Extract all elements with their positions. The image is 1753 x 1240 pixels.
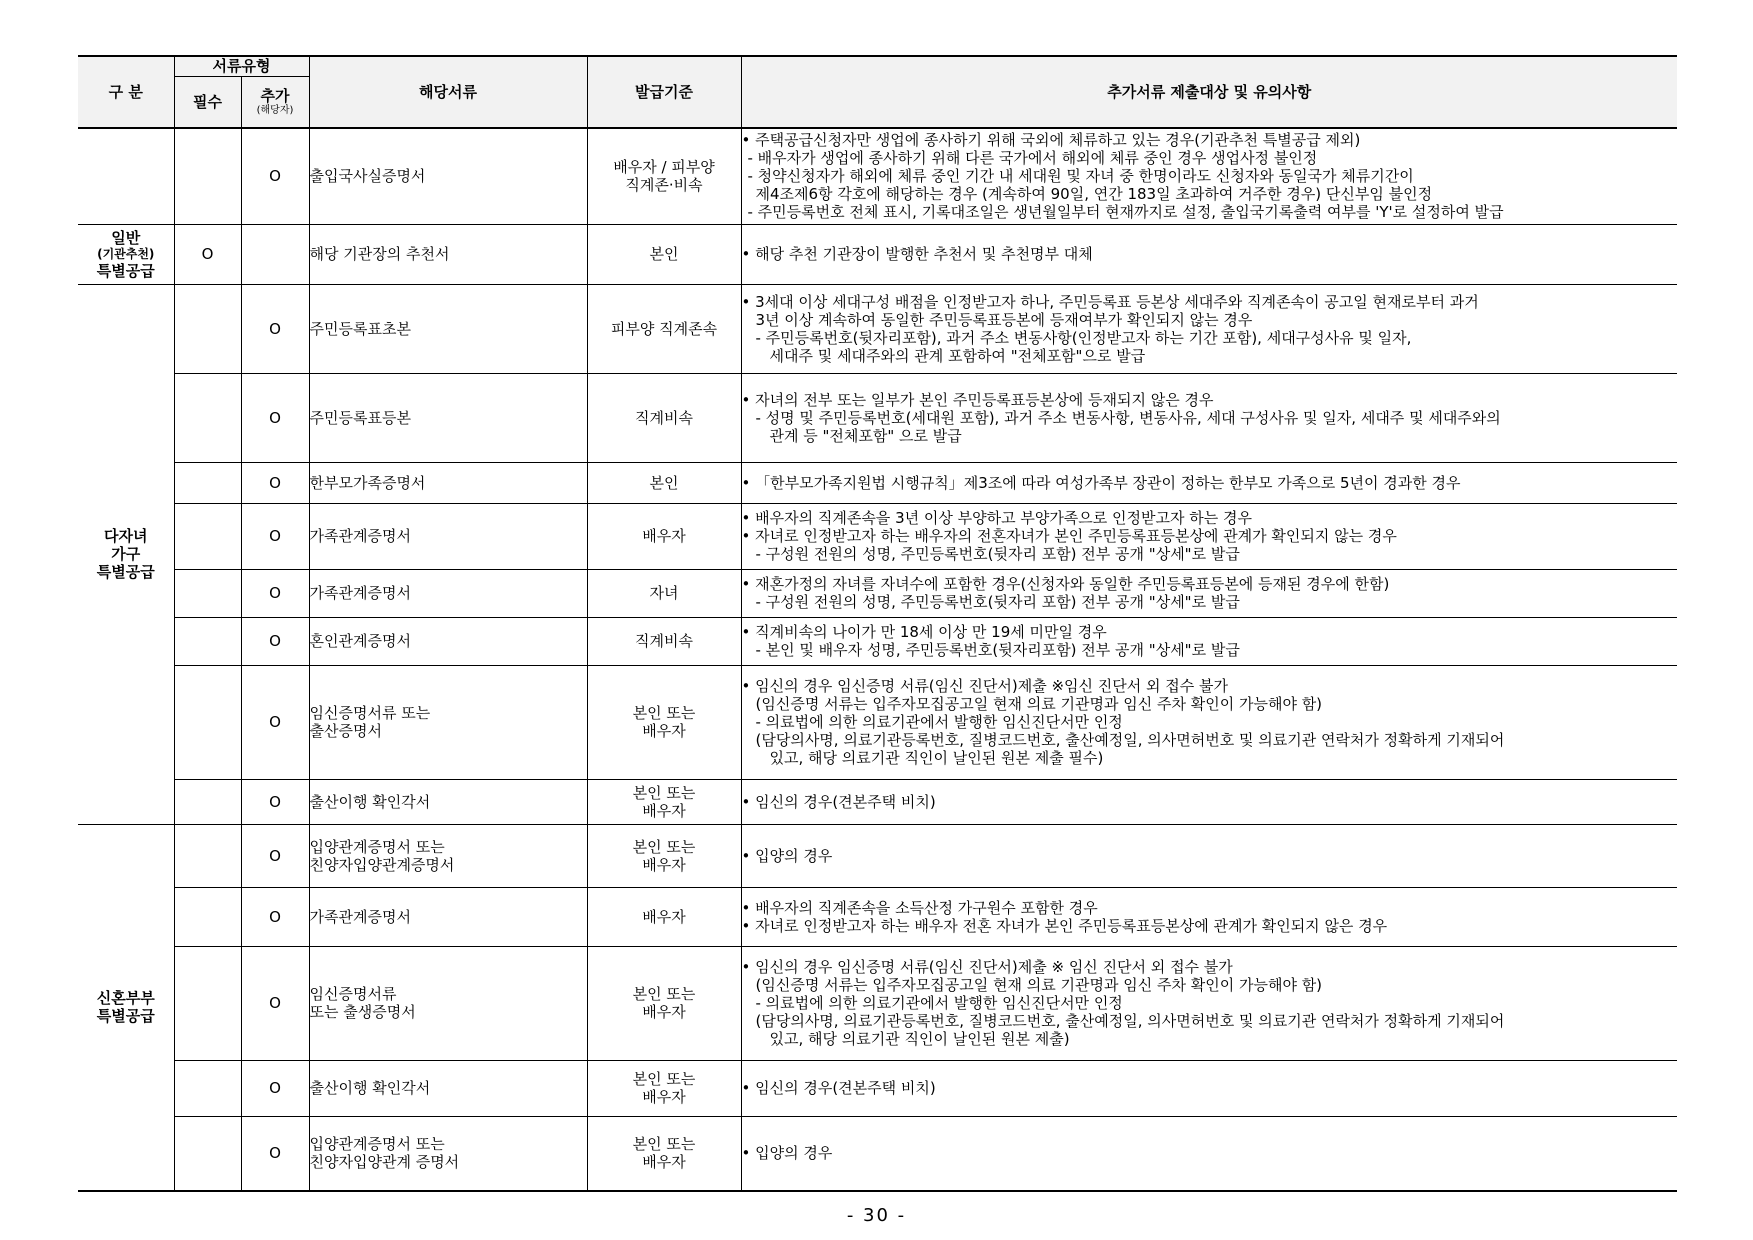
notes-cell (741, 617, 1677, 665)
note-line: • 재혼가정의 자녀를 자녀수에 포함한 경우(신청자와 동일한 주민등록표등본에 등재된 경우에 한함) (741, 575, 1390, 593)
required-mark (174, 462, 241, 503)
document-name (309, 503, 587, 569)
category-newlywed (78, 824, 174, 1191)
issue-basis (587, 779, 741, 824)
issue-basis-line: 본인 (649, 245, 679, 263)
note-line: • 해당 추천 기관장이 발행한 추천서 및 추천명부 대체 (741, 245, 1093, 263)
required-mark (174, 665, 241, 779)
notes-cell (741, 284, 1677, 373)
required-mark (174, 779, 241, 824)
issue-basis-line: 본인 또는 (632, 837, 696, 856)
additional-mark: O (241, 569, 309, 617)
note-line: 관계 등 "전체포함" 으로 발급 (769, 426, 962, 445)
note-line: - 주민등록번호(뒷자리포함), 과거 주소 변동사항(인정받고자 하는 기간 포함), 세대구성사유 및 일자, (755, 328, 1412, 347)
header-category: 구 분 (78, 56, 174, 128)
document-name-line: 임신증명서류 또는 (309, 704, 431, 722)
additional-mark: O (241, 462, 309, 503)
document-name-line: 친양자입양관계 증명서 (309, 1153, 460, 1172)
issue-basis (587, 887, 741, 946)
note-line: 제4조제6항 각호에 해당하는 경우 (계속하여 90일, 연간 183일 초과하여 거주한 경우) 단신부임 불인정 (755, 185, 1433, 204)
header-issue-basis: 발급기준 (587, 56, 741, 128)
note-line: - 본인 및 배우자 성명, 주민등록번호(뒷자리포함) 전부 공개 "상세"로 발급 (755, 641, 1240, 659)
document-name (309, 569, 587, 617)
note-line: - 주민등록번호 전체 표시, 기록대조일은 생년월일부터 현재까지로 설정, 출입국기록출력 여부를 'Y'로 설정하여 발급 (747, 203, 1504, 222)
issue-basis (587, 946, 741, 1060)
header-additional (241, 76, 309, 128)
additional-mark: O (241, 1060, 309, 1116)
issue-basis-line: 본인 또는 (632, 1135, 696, 1154)
required-mark: O (174, 224, 241, 284)
note-line: • 배우자의 직계존속을 소득산정 가구원수 포함한 경우 (741, 898, 1098, 917)
issue-basis-line: 직계비속 (635, 408, 693, 427)
note-line: (임신증명 서류는 입주자모집공고일 현재 의료 기관명과 임신 주차 확인이 가능해야 함) (755, 976, 1323, 994)
note-line: - 성명 및 주민등록번호(세대원 포함), 과거 주소 변동사항, 변동사유, 세대 구성사유 및 일자, 세대주 및 세대주와의 (755, 408, 1501, 427)
additional-mark: O (241, 665, 309, 779)
category-line: 가구 (111, 545, 141, 563)
document-name-line: 또는 출생증명서 (309, 1003, 416, 1021)
required-mark (174, 1116, 241, 1191)
note-line: • 자녀로 인정받고자 하는 배우자의 전혼자녀가 본인 주민등록표등본상에 관계가 확인되지 않는 경우 (741, 527, 1397, 545)
category-line: 특별공급 (96, 1007, 155, 1026)
required-mark (174, 824, 241, 887)
note-line: • 「한부모가족지원법 시행규칙」제3조에 따라 여성가족부 장관이 정하는 한부모 가족으로 5년이 경과한 경우 (741, 473, 1461, 492)
issue-basis-line: 배우자 (642, 1003, 686, 1021)
additional-mark: O (241, 128, 309, 224)
issue-basis-line: 본인 또는 (632, 704, 696, 722)
additional-mark: O (241, 1116, 309, 1191)
document-name-line: 출산이행 확인각서 (309, 1079, 431, 1097)
document-name (309, 1060, 587, 1116)
required-mark (174, 503, 241, 569)
issue-basis (587, 284, 741, 373)
document-name (309, 1116, 587, 1191)
issue-basis-line: 배우자 (642, 1088, 686, 1106)
document-name (309, 373, 587, 462)
note-line: (임신증명 서류는 입주자모집공고일 현재 의료 기관명과 임신 주차 확인이 가능해야 함) (755, 695, 1323, 713)
document-name (309, 224, 587, 284)
page-number: - 30 - (846, 1205, 907, 1226)
category-line: 특별공급 (96, 261, 155, 280)
issue-basis-line: 본인 또는 (632, 1070, 696, 1088)
document-name-line: 혼인관계증명서 (309, 632, 411, 650)
notes-cell (741, 224, 1677, 284)
notes-cell (741, 946, 1677, 1060)
issue-basis-line: 자녀 (649, 584, 679, 602)
issue-basis-line: 배우자 (642, 801, 686, 820)
note-line: (담당의사명, 의료기관등록번호, 질병코드번호, 출산예정일, 의사면허번호 및 의료기관 연락처가 정확하게 기재되어 (755, 1012, 1505, 1030)
required-mark (174, 373, 241, 462)
note-line: • 입양의 경우 (741, 846, 833, 865)
document-name (309, 887, 587, 946)
issue-basis (587, 617, 741, 665)
issue-basis-line: 배우자 (642, 1153, 686, 1172)
category-general (78, 224, 174, 284)
additional-mark: O (241, 503, 309, 569)
note-line: • 자녀로 인정받고자 하는 배우자 전혼 자녀가 본인 주민등록표등본상에 관계가 확인되지 않은 경우 (741, 916, 1388, 935)
note-line: • 주택공급신청자만 생업에 종사하기 위해 국외에 체류하고 있는 경우(기관추천 특별공급 제외) (741, 131, 1361, 150)
issue-basis (587, 569, 741, 617)
note-line: • 임신의 경우 임신증명 서류(임신 진단서)제출 ※ 임신 진단서 외 접수 불가 (741, 958, 1233, 976)
category-line: 신혼부부 (96, 989, 155, 1008)
document-name-line: 해당 기관장의 추천서 (309, 245, 450, 263)
document-name (309, 824, 587, 887)
issue-basis (587, 503, 741, 569)
note-line: 3년 이상 계속하여 동일한 주민등록표등본에 등재여부가 확인되지 않는 경우 (755, 310, 1253, 329)
document-name (309, 946, 587, 1060)
document-name-line: 임신증명서류 (309, 985, 397, 1003)
note-line: - 구성원 전원의 성명, 주민등록번호(뒷자리 포함) 전부 공개 "상세"로 발급 (755, 593, 1240, 611)
notes-cell (741, 462, 1677, 503)
issue-basis (587, 373, 741, 462)
note-line: - 의료법에 의한 의료기관에서 발행한 임신진단서만 인정 (755, 994, 1123, 1012)
document-name-line: 입양관계증명서 또는 (309, 1135, 445, 1154)
note-line: • 직계비속의 나이가 만 18세 이상 만 19세 미만일 경우 (741, 623, 1107, 641)
document-name-line: 출입국사실증명서 (309, 167, 426, 186)
notes-cell (741, 887, 1677, 946)
document-name-line: 주민등록표초본 (309, 319, 411, 338)
document-name (309, 284, 587, 373)
category-line: 특별공급 (96, 563, 155, 581)
category-line: 일반 (111, 228, 141, 247)
additional-mark: O (241, 373, 309, 462)
note-line: 세대주 및 세대주와의 관계 포함하여 "전체포함"으로 발급 (769, 346, 1146, 365)
required-mark (174, 128, 241, 224)
issue-basis-line: 배우자 (642, 855, 686, 874)
document-name-line: 출산이행 확인각서 (309, 792, 431, 811)
note-line: • 임신의 경우(견본주택 비치) (741, 1079, 936, 1097)
category-line: (기관추천) (97, 246, 155, 261)
notes-cell (741, 665, 1677, 779)
note-line: • 3세대 이상 세대구성 배점을 인정받고자 하나, 주민등록표 등본상 세대주와 직계존속이 공고일 현재로부터 과거 (741, 292, 1479, 311)
issue-basis-line: 본인 또는 (632, 985, 696, 1003)
note-line: 있고, 해당 의료기관 직인이 날인된 원본 제출) (769, 1030, 1070, 1048)
document-name-line: 가족관계증명서 (309, 527, 411, 545)
issue-basis-line: 직계존·비속 (625, 176, 703, 195)
required-mark (174, 569, 241, 617)
issue-basis (587, 1060, 741, 1116)
document-name-line: 가족관계증명서 (309, 907, 411, 926)
issue-basis (587, 224, 741, 284)
issue-basis-line: 피부양 직계존속 (610, 319, 718, 338)
issue-basis (587, 665, 741, 779)
issue-basis-line: 배우자 (642, 527, 686, 545)
notes-cell (741, 503, 1677, 569)
required-mark (174, 887, 241, 946)
note-line: - 구성원 전원의 성명, 주민등록번호(뒷자리 포함) 전부 공개 "상세"로 발급 (755, 545, 1240, 563)
document-requirements-table (78, 55, 1677, 1192)
document-name (309, 462, 587, 503)
notes-cell (741, 569, 1677, 617)
issue-basis (587, 128, 741, 224)
additional-mark (241, 224, 309, 284)
notes-cell (741, 824, 1677, 887)
issue-basis-line: 배우자 / 피부양 (613, 158, 715, 177)
document-name-line: 출산증명서 (309, 722, 382, 740)
issue-basis-line: 본인 또는 (632, 783, 696, 802)
additional-mark: O (241, 946, 309, 1060)
note-line: 있고, 해당 의료기관 직인이 날인된 원본 제출 필수) (769, 749, 1104, 767)
additional-mark: O (241, 887, 309, 946)
note-line: - 청약신청자가 해외에 체류 중인 기간 내 세대원 및 자녀 중 한명이라도 신청자와 동일국가 체류기간이 (747, 167, 1414, 186)
header-additional-label: 추가 (260, 86, 290, 105)
additional-mark: O (241, 617, 309, 665)
note-line: - 배우자가 생업에 종사하기 위해 다른 국가에서 해외에 체류 중인 경우 생업사정 불인정 (747, 149, 1318, 168)
issue-basis-line: 직계비속 (635, 632, 693, 650)
note-line: - 의료법에 의한 의료기관에서 발행한 임신진단서만 인정 (755, 713, 1123, 731)
document-name-line: 한부모가족증명서 (309, 473, 426, 492)
issue-basis-line: 배우자 (642, 722, 686, 740)
document-name (309, 779, 587, 824)
note-line: • 입양의 경우 (741, 1144, 833, 1163)
note-line: • 임신의 경우(견본주택 비치) (741, 792, 936, 811)
document-name-line: 가족관계증명서 (309, 584, 411, 602)
header-additional-note: (해당자) (256, 104, 294, 116)
header-document: 해당서류 (309, 56, 587, 128)
notes-cell (741, 128, 1677, 224)
header-notes: 추가서류 제출대상 및 유의사항 (741, 56, 1677, 128)
notes-cell (741, 779, 1677, 824)
issue-basis (587, 824, 741, 887)
required-mark (174, 617, 241, 665)
issue-basis-line: 배우자 (642, 907, 686, 926)
issue-basis (587, 462, 741, 503)
additional-mark: O (241, 824, 309, 887)
notes-cell (741, 1116, 1677, 1191)
document-name (309, 617, 587, 665)
required-mark (174, 946, 241, 1060)
category-multichild (78, 284, 174, 824)
note-line: • 자녀의 전부 또는 일부가 본인 주민등록표등본상에 등재되지 않은 경우 (741, 390, 1214, 409)
issue-basis-line: 본인 (649, 473, 679, 492)
notes-cell (741, 1060, 1677, 1116)
document-name (309, 665, 587, 779)
note-line: • 임신의 경우 임신증명 서류(임신 진단서)제출 ※임신 진단서 외 접수 불가 (741, 677, 1229, 695)
header-doc-type: 서류유형 (174, 56, 309, 76)
document-name-line: 입양관계증명서 또는 (309, 837, 445, 856)
note-line: • 배우자의 직계존속을 3년 이상 부양하고 부양가족으로 인정받고자 하는 경우 (741, 509, 1252, 527)
required-mark (174, 284, 241, 373)
note-line: (담당의사명, 의료기관등록번호, 질병코드번호, 출산예정일, 의사면허번호 및 의료기관 연락처가 정확하게 기재되어 (755, 731, 1505, 749)
category-blank (78, 128, 174, 224)
header-required: 필수 (174, 76, 241, 128)
document-name-line: 친양자입양관계증명서 (309, 855, 455, 874)
additional-mark: O (241, 284, 309, 373)
notes-cell (741, 373, 1677, 462)
issue-basis (587, 1116, 741, 1191)
category-line: 다자녀 (104, 527, 148, 545)
document-name (309, 128, 587, 224)
additional-mark: O (241, 779, 309, 824)
document-name-line: 주민등록표등본 (309, 408, 411, 427)
required-mark (174, 1060, 241, 1116)
